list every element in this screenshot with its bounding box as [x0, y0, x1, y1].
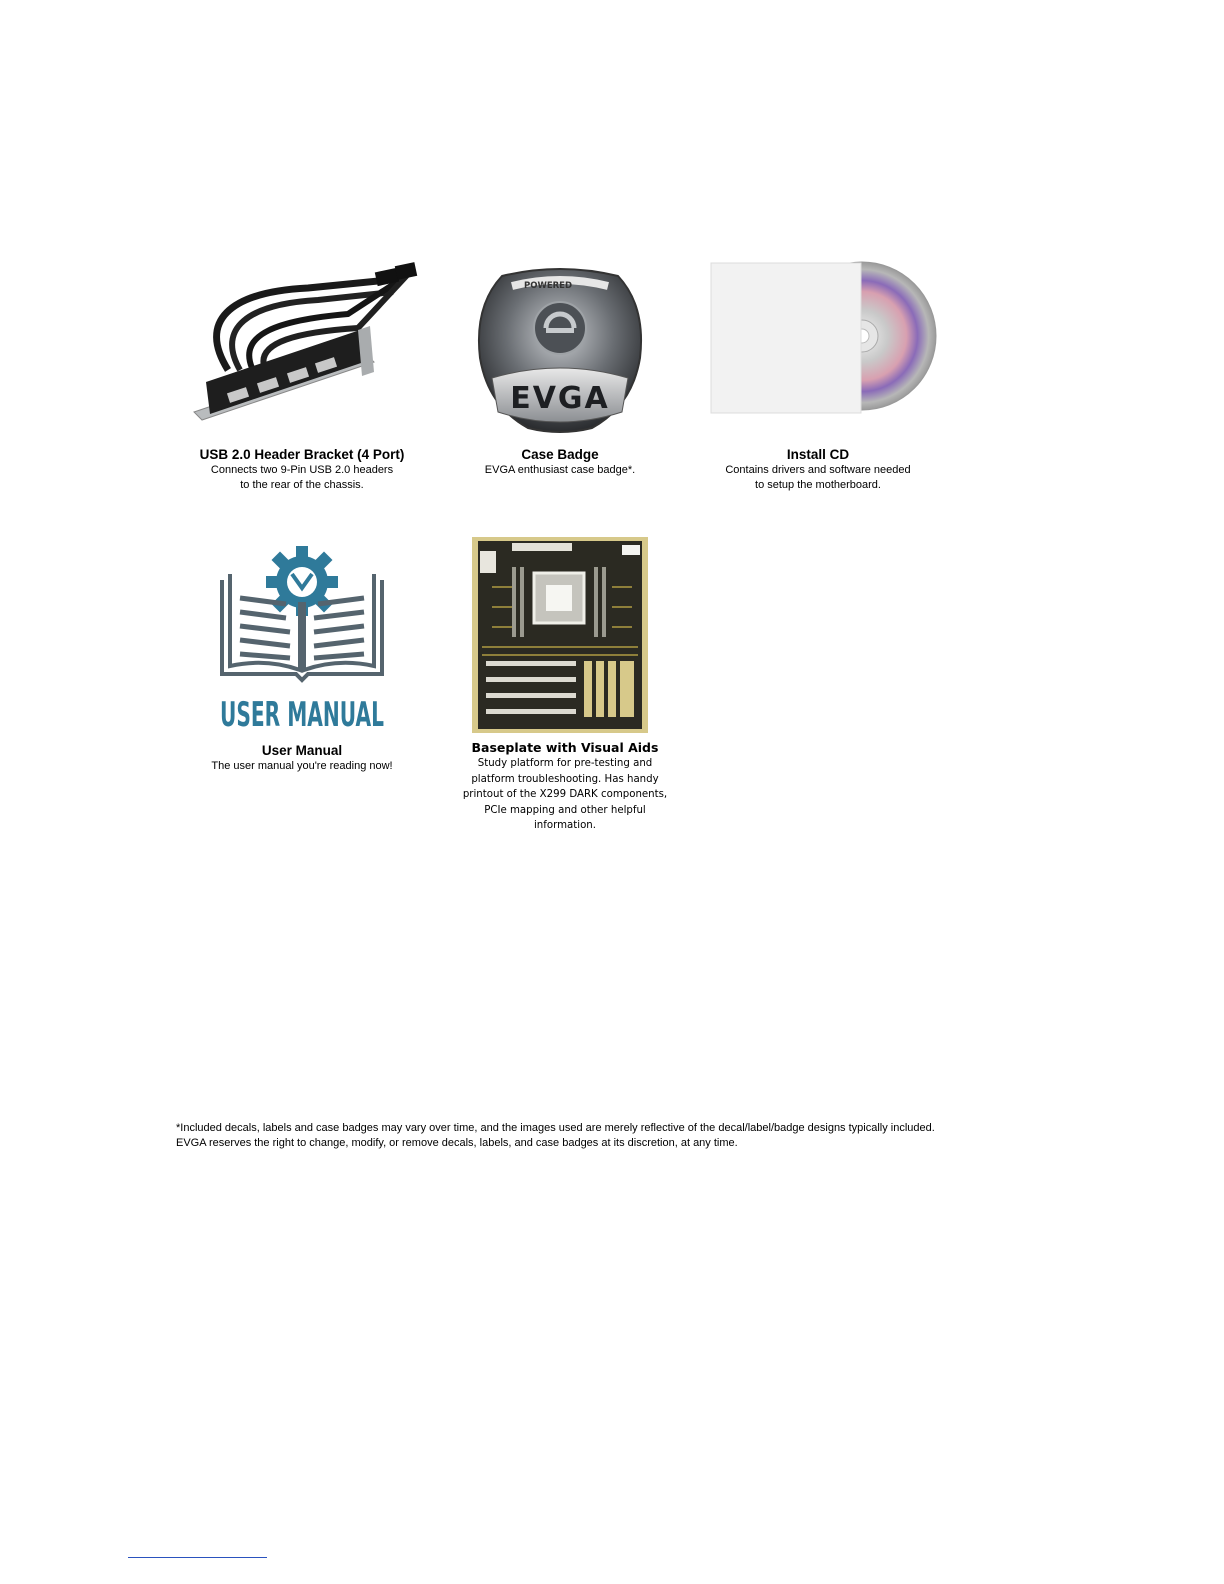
badge-brand-text: EVGA: [510, 381, 610, 416]
user-manual-title: User Manual: [261, 743, 343, 758]
usb-bracket-image: [188, 262, 420, 426]
install-cd-caption: [688, 447, 948, 493]
manual-logo-text: USER MANUAL: [220, 695, 384, 735]
install-cd-desc: Contains drivers and software needed to setup the motherboard.: [725, 464, 911, 491]
install-cd-image: [710, 262, 940, 414]
user-manual-image: [216, 542, 388, 735]
footnote: *Included decals, labels and case badges may vary over time, and the images used are merely reflective of the decal/label/badge designs typically included. EVGA reserves the right to change, modify, or remove decals, labels, and case badges at its discretion, at any time.: [176, 1122, 935, 1149]
usb-bracket-caption: [172, 447, 432, 493]
baseplate-desc: Study platform for pre-testing and platform troubleshooting. Has handy printout of the X299 DARK components, PCIe mapping and other helpful information.: [462, 758, 668, 832]
baseplate-title: Baseplate with Visual Aids: [471, 740, 659, 755]
case-badge-caption: [440, 447, 680, 478]
usb-bracket-desc: Connects two 9-Pin USB 2.0 headers to the rear of the chassis.: [210, 464, 394, 491]
badge-top-text: POWERED: [524, 281, 573, 291]
case-badge-desc: EVGA enthusiast case badge*.: [484, 464, 636, 476]
case-badge-image: [472, 266, 648, 434]
user-manual-caption: [172, 743, 432, 774]
case-badge-title: Case Badge: [521, 447, 599, 462]
user-manual-desc: The user manual you're reading now!: [211, 760, 393, 772]
footnote-separator: [128, 1557, 267, 1558]
baseplate-image: [472, 537, 648, 733]
usb-bracket-title: USB 2.0 Header Bracket (4 Port): [199, 447, 405, 462]
install-cd-title: Install CD: [786, 447, 850, 462]
baseplate-caption: [440, 740, 690, 834]
